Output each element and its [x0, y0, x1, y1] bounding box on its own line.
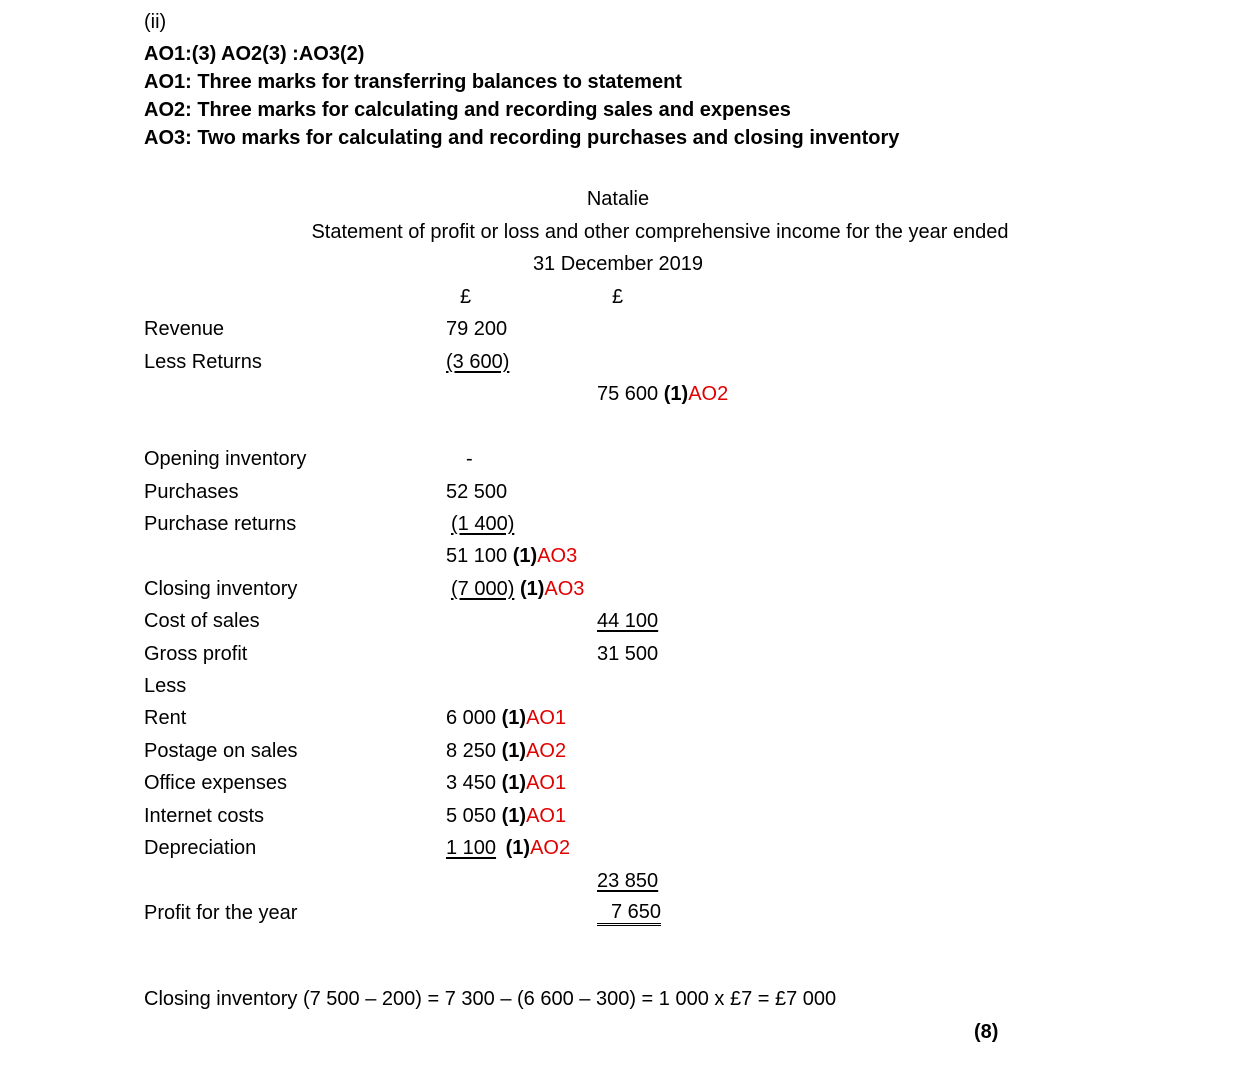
part-label: (ii)	[144, 11, 167, 33]
closing-inventory-working: Closing inventory (7 500 – 200) = 7 300 – (6 600 – 300) = 1 000 x £7 = £7 000	[144, 988, 837, 1010]
office-expenses-row	[446, 771, 566, 795]
less-label: Less	[144, 675, 187, 697]
statement-name: Natalie	[586, 188, 650, 210]
mark: (1)	[501, 772, 527, 794]
closing-inventory-label: Closing inventory	[144, 578, 298, 600]
office-expenses-value: 3 450	[446, 772, 497, 794]
ao-tag: AO3	[537, 545, 578, 567]
revenue-value: 79 200	[446, 318, 508, 340]
opening-inventory-label: Opening inventory	[144, 448, 307, 470]
closing-inventory-row	[451, 577, 584, 601]
col2-header: £	[612, 286, 624, 308]
rent-row	[446, 706, 566, 730]
less-returns-label: Less Returns	[144, 351, 262, 373]
ao-tag: AO2	[526, 740, 567, 762]
depreciation-row	[446, 836, 570, 860]
depreciation-value: 1 100	[446, 837, 497, 859]
ao1-description: AO1: Three marks for transferring balances to statement	[144, 71, 682, 93]
statement-title-line2: 31 December 2019	[532, 253, 704, 275]
col1-header: £	[460, 286, 472, 308]
closing-inventory-value: (7 000)	[451, 578, 515, 600]
ao-tag: AO2	[530, 837, 571, 859]
rent-label: Rent	[144, 707, 187, 729]
rent-value: 6 000	[446, 707, 497, 729]
depreciation-label: Depreciation	[144, 837, 257, 859]
internet-costs-label: Internet costs	[144, 805, 265, 827]
office-expenses-label: Office expenses	[144, 772, 288, 794]
profit-label: Profit for the year	[144, 902, 298, 924]
ao-tag: AO1	[526, 805, 567, 827]
profit-value: 7 650	[597, 901, 661, 926]
purchase-returns-value: (1 400)	[451, 513, 515, 535]
postage-value: 8 250	[446, 740, 497, 762]
statement-title-line1: Statement of profit or loss and other comprehensive income for the year ended	[311, 221, 1009, 243]
purchases-label: Purchases	[144, 481, 239, 503]
purchase-returns-label: Purchase returns	[144, 513, 297, 535]
internet-costs-row	[446, 804, 566, 828]
mark: (1)	[512, 545, 538, 567]
gross-profit-value: 31 500	[597, 643, 659, 665]
ao-tag: AO1	[526, 707, 567, 729]
net-purchases-row	[446, 544, 577, 568]
marks-summary: AO1:(3) AO2(3) :AO3(2)	[144, 43, 365, 65]
ao-tag: AO1	[526, 772, 567, 794]
mark: (1)	[501, 740, 527, 762]
cost-of-sales-value: 44 100	[597, 610, 659, 632]
revenue-label: Revenue	[144, 318, 225, 340]
cost-of-sales-label: Cost of sales	[144, 610, 260, 632]
mark: (1)	[501, 805, 527, 827]
mark: (1)	[519, 578, 545, 600]
total-expenses-value: 23 850	[597, 870, 659, 892]
ao-tag: AO2	[688, 383, 729, 405]
ao2-description: AO2: Three marks for calculating and recording sales and expenses	[144, 99, 791, 121]
internet-costs-value: 5 050	[446, 805, 497, 827]
purchases-value: 52 500	[446, 481, 508, 503]
gross-profit-label: Gross profit	[144, 643, 248, 665]
opening-inventory-value: -	[466, 448, 473, 470]
mark: (1)	[505, 837, 531, 859]
net-purchases-value: 51 100	[446, 545, 508, 567]
net-revenue-row	[597, 382, 728, 406]
net-revenue-value: 75 600	[597, 383, 659, 405]
mark: (1)	[501, 707, 527, 729]
less-returns-value: (3 600)	[446, 351, 510, 373]
total-marks: (8)	[974, 1021, 999, 1043]
mark: (1)	[663, 383, 689, 405]
postage-label: Postage on sales	[144, 740, 298, 762]
ao3-description: AO3: Two marks for calculating and recording purchases and closing inventory	[144, 127, 900, 149]
postage-row	[446, 739, 566, 763]
ao-tag: AO3	[544, 578, 585, 600]
